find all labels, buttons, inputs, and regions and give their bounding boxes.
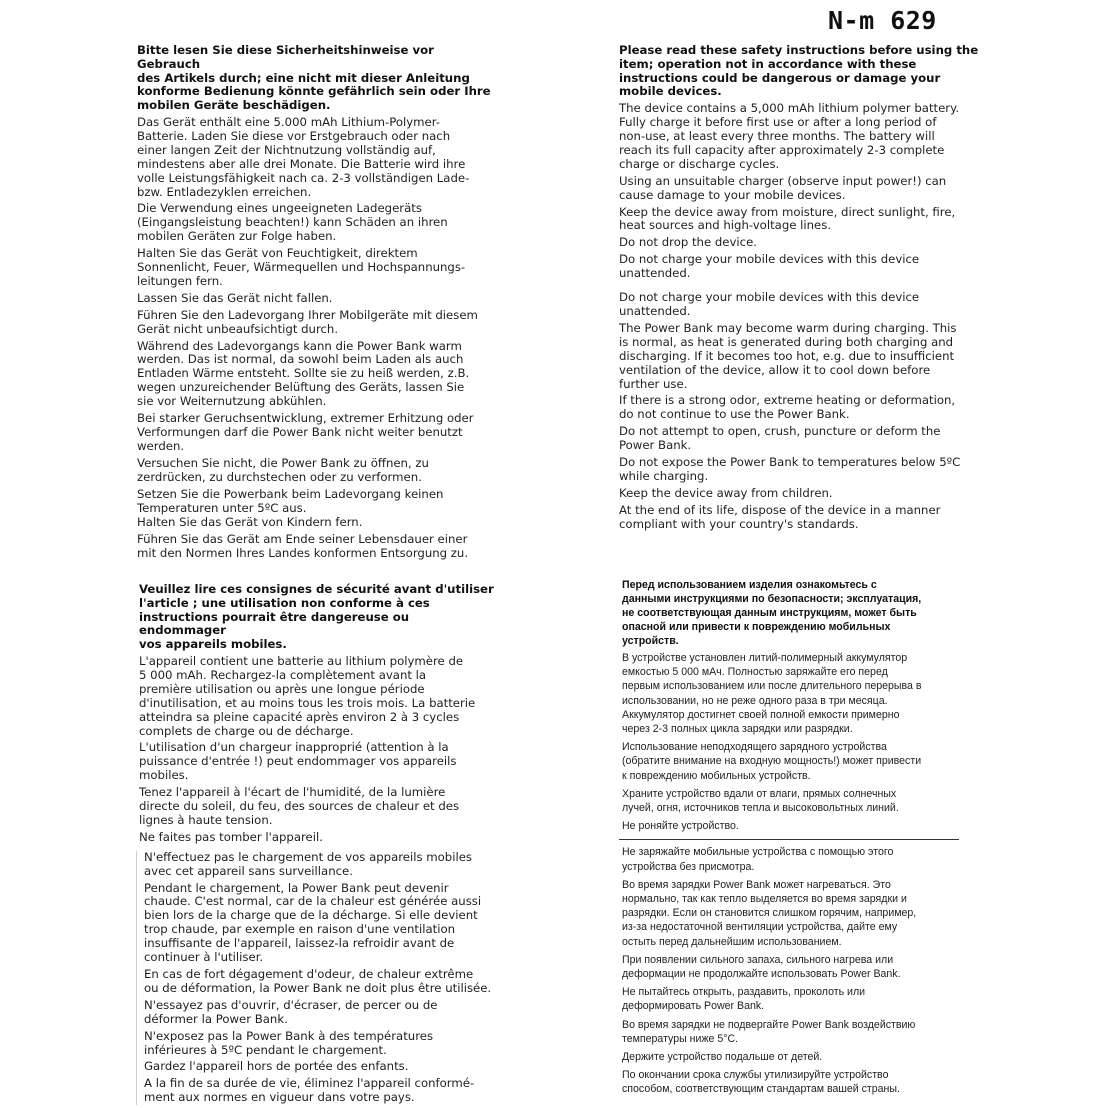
german-paragraph: Halten Sie das Gerät von Feuchtigkeit, direktem Sonnenlicht, Feuer, Wärmequellen und Hochspannungs- leitungen fern. [137,246,466,288]
russian-paragraph: Не заряжайте мобильные устройства с помощью этого устройства без присмотра. [622,846,894,873]
russian-paragraph: В устройстве установлен литий-полимерный аккумулятор емкостью 5 000 мАч. Полностью заряжайте его перед первым использованием или после длительного перерыва в использовании, но не реже одного раза в три месяца. Аккумулятор достигнет своей полной емкости примерно через 2-3 полных цикла зарядки или разрядки. [622,652,922,736]
german-paragraph: Führen Sie den Ladevorgang Ihrer Mobilgeräte mit diesem Gerät nicht unbeaufsichtigt durch. [137,307,478,336]
russian-paragraph: Не роняйте устройство. [622,820,739,833]
german-paragraph: Führen Sie das Gerät am Ende seiner Lebensdauer einer mit den Normen Ihres Landes konformen Entsorgung zu. [137,532,469,561]
french-paragraph: L'utilisation d'un chargeur inapproprié (attention à la puissance d'entrée !) peut endommager vos appareils mobiles. [139,740,457,783]
russian-paragraph: При появлении сильного запаха, сильного нагрева или деформации не продолжайте использовать Power Bank. [622,953,901,981]
english-paragraph: If there is a strong odor, extreme heating or deformation, do not continue to use the Power Bank. [619,393,956,422]
english-paragraph: At the end of its life, dispose of the device in a manner compliant with your country's standards. [619,502,941,531]
english-paragraph: Do not drop the device. [619,235,757,250]
french-paragraph: Gardez l'appareil hors de portée des enfants. [144,1059,409,1074]
russian-divider-line [619,839,959,840]
russian-paragraph: Использование неподходящего зарядного устройства (обратите внимание на входную мощность!) может привести к повреждению мобильных устройств. [622,741,922,782]
russian-paragraph: По окончании срока службы утилизируйте устройство способом, соответствующим стандартам вашей страны. [622,1069,900,1096]
german-paragraph: Halten Sie das Gerät von Kindern fern. [137,515,363,530]
russian-paragraph: Не пытайтесь открыть, раздавить, проколоть или деформировать Power Bank. [622,986,866,1013]
french-paragraph: En cas de fort dégagement d'odeur, de chaleur extrême ou de déformation, la Power Bank ne doit plus être utilisée. [144,967,492,995]
french-paragraph: Pendant le chargement, la Power Bank peut devenir chaude. C'est normal, car de la chaleur est générée aussi bien lors de la charge que de la décharge. Si elle devient trop chaude, par exemple en raison d'une ventilation insuffisante de l'appareil, laissez-la refroidir avant de continuer à l'utiliser. [144,880,482,965]
german-paragraph: Das Gerät enthält eine 5.000 mAh Lithium-Polymer- Batterie. Laden Sie diese vor Erstgebrauch oder nach einer langen Zeit der Nichtnutzung vollständig auf, mindestens aber alle drei Monate. Die Batterie wird ihre volle Leistungsfähigkeit nach ca. 2-3 vollständigen Lade- bzw. Entladezyklen erreichen. [137,114,470,199]
english-paragraph: Using an unsuitable charger (observe input power!) can cause damage to your mobile devices. [619,173,947,202]
french-paragraph: Ne faites pas tomber l'appareil. [139,829,323,844]
french-paragraph: A la fin de sa durée de vie, éliminez l'appareil conformé- ment aux normes en vigueur dans votre pays. [144,1076,475,1105]
russian-paragraph: Во время зарядки Power Bank может нагреваться. Это нормально, так как тепло выделяется во время зарядки и разрядки. Если он становится слишком горячим, например, из-за недостаточной вентиляции устройства, дайте ему остыть перед дальнейшим использованием. [622,878,917,948]
document-code: N-m 629 [828,6,937,35]
english-paragraph: Do not expose the Power Bank to temperatures below 5ºC while charging. [619,455,961,483]
english-heading: Please read these safety instructions before using the item; operation not in accordance with these instructions could be dangerous or damage your mobile devices. [619,43,979,99]
french-paragraph: N'effectuez pas le chargement de vos appareils mobiles avec cet appareil sans surveillance. [144,849,472,878]
german-paragraph: Versuchen Sie nicht, die Power Bank zu öffnen, zu zerdrücken, zu durchstechen oder zu verformen. [137,455,429,484]
english-paragraph: The device contains a 5,000 mAh lithium polymer battery. Fully charge it before first use or after a long period of non-use, at least every three months. The battery will reach its full capacity after approximately 2-3 complete charge or discharge cycles. [619,101,960,171]
french-paragraph: L'appareil contient une batterie au lithium polymère de 5 000 mAh. Rechargez-la complètement avant la première utilisation ou après une longue période d'inutilisation, et au moins tous les trois mois. La batterie atteindra sa pleine capacité après environ 2 à 3 cycles complets de charge ou de décharge. [139,653,476,738]
french-heading: Veuillez lire ces consignes de sécurité avant d'utiliser l'article ; une utilisation non conforme à ces instructions pourrait être dangereuse ou endommager vos appareils mobiles. [139,582,494,652]
section-french [139,583,499,1108]
german-paragraph: Bei starker Geruchsentwicklung, extremer Erhitzung oder Verformungen darf die Power Bank nicht weiter benutzt werden. [137,411,474,453]
russian-paragraph: Храните устройство вдали от влаги, прямых солнечных лучей, огня, источников тепла и высоковольтных линий. [622,787,899,815]
russian-paragraph: Во время зарядки не подвергайте Power Bank воздействию температуры ниже 5°C. [622,1018,916,1045]
english-paragraph: Do not attempt to open, crush, puncture or deform the Power Bank. [619,424,941,453]
english-paragraph: Do not charge your mobile devices with this device unattended. [619,252,920,281]
section-german [137,44,497,564]
french-indented-block [136,851,499,1105]
french-paragraph: N'essayez pas d'ouvrir, d'écraser, de percer ou de déformer la Power Bank. [144,997,438,1026]
german-paragraph: Lassen Sie das Gerät nicht fallen. [137,290,333,305]
russian-heading: Перед использованием изделия ознакомьтесь с данными инструкциями по безопасности; эксплуатация, не соответствующая данным инструкциям, может быть опасной или привести к повреждению мобильных устройств. [622,579,922,647]
section-english [619,44,979,535]
french-paragraph: N'exposez pas la Power Bank à des températures inférieures à 5ºC pendant le chargement. [144,1028,434,1057]
german-paragraph: Setzen Sie die Powerbank beim Ladevorgang keinen Temperaturen unter 5ºC aus. [137,486,444,515]
german-paragraph: Die Verwendung eines ungeeigneten Ladegeräts (Eingangsleistung beachten!) kann Schäden an ihren mobilen Geräten zur Folge haben. [137,201,448,244]
english-paragraph: Do not charge your mobile devices with this device unattended. [619,290,920,318]
german-heading: Bitte lesen Sie diese Sicherheitshinweise vor Gebrauch des Artikels durch; eine nicht mit dieser Anleitung konforme Bedienung könnte gefährlich sein oder Ihre mobilen Geräte beschädigen. [137,43,491,113]
french-paragraph: Tenez l'appareil à l'écart de l'humidité, de la lumière directe du soleil, du feu, des sources de chaleur et des lignes à haute tension. [139,785,460,827]
english-paragraph: The Power Bank may become warm during charging. This is normal, as heat is generated during both charging and discharging. If it becomes too hot, e.g. due to insufficient ventilation of the device, allow it to cool down before further use. [619,320,957,391]
russian-paragraph: Держите устройство подальше от детей. [622,1051,823,1064]
german-paragraph: Während des Ladevorgangs kann die Power Bank warm werden. Das ist normal, da sowohl beim Laden als auch Entladen Wärme entsteht. Sollte sie zu heiß werden, z.B. wegen unzureichender Belüftung des Geräts, lassen Sie sie vor Weiternutzung abkühlen. [137,338,470,409]
english-paragraph: Keep the device away from moisture, direct sunlight, fire, heat sources and high-voltage lines. [619,204,956,233]
english-paragraph: Keep the device away from children. [619,485,833,500]
